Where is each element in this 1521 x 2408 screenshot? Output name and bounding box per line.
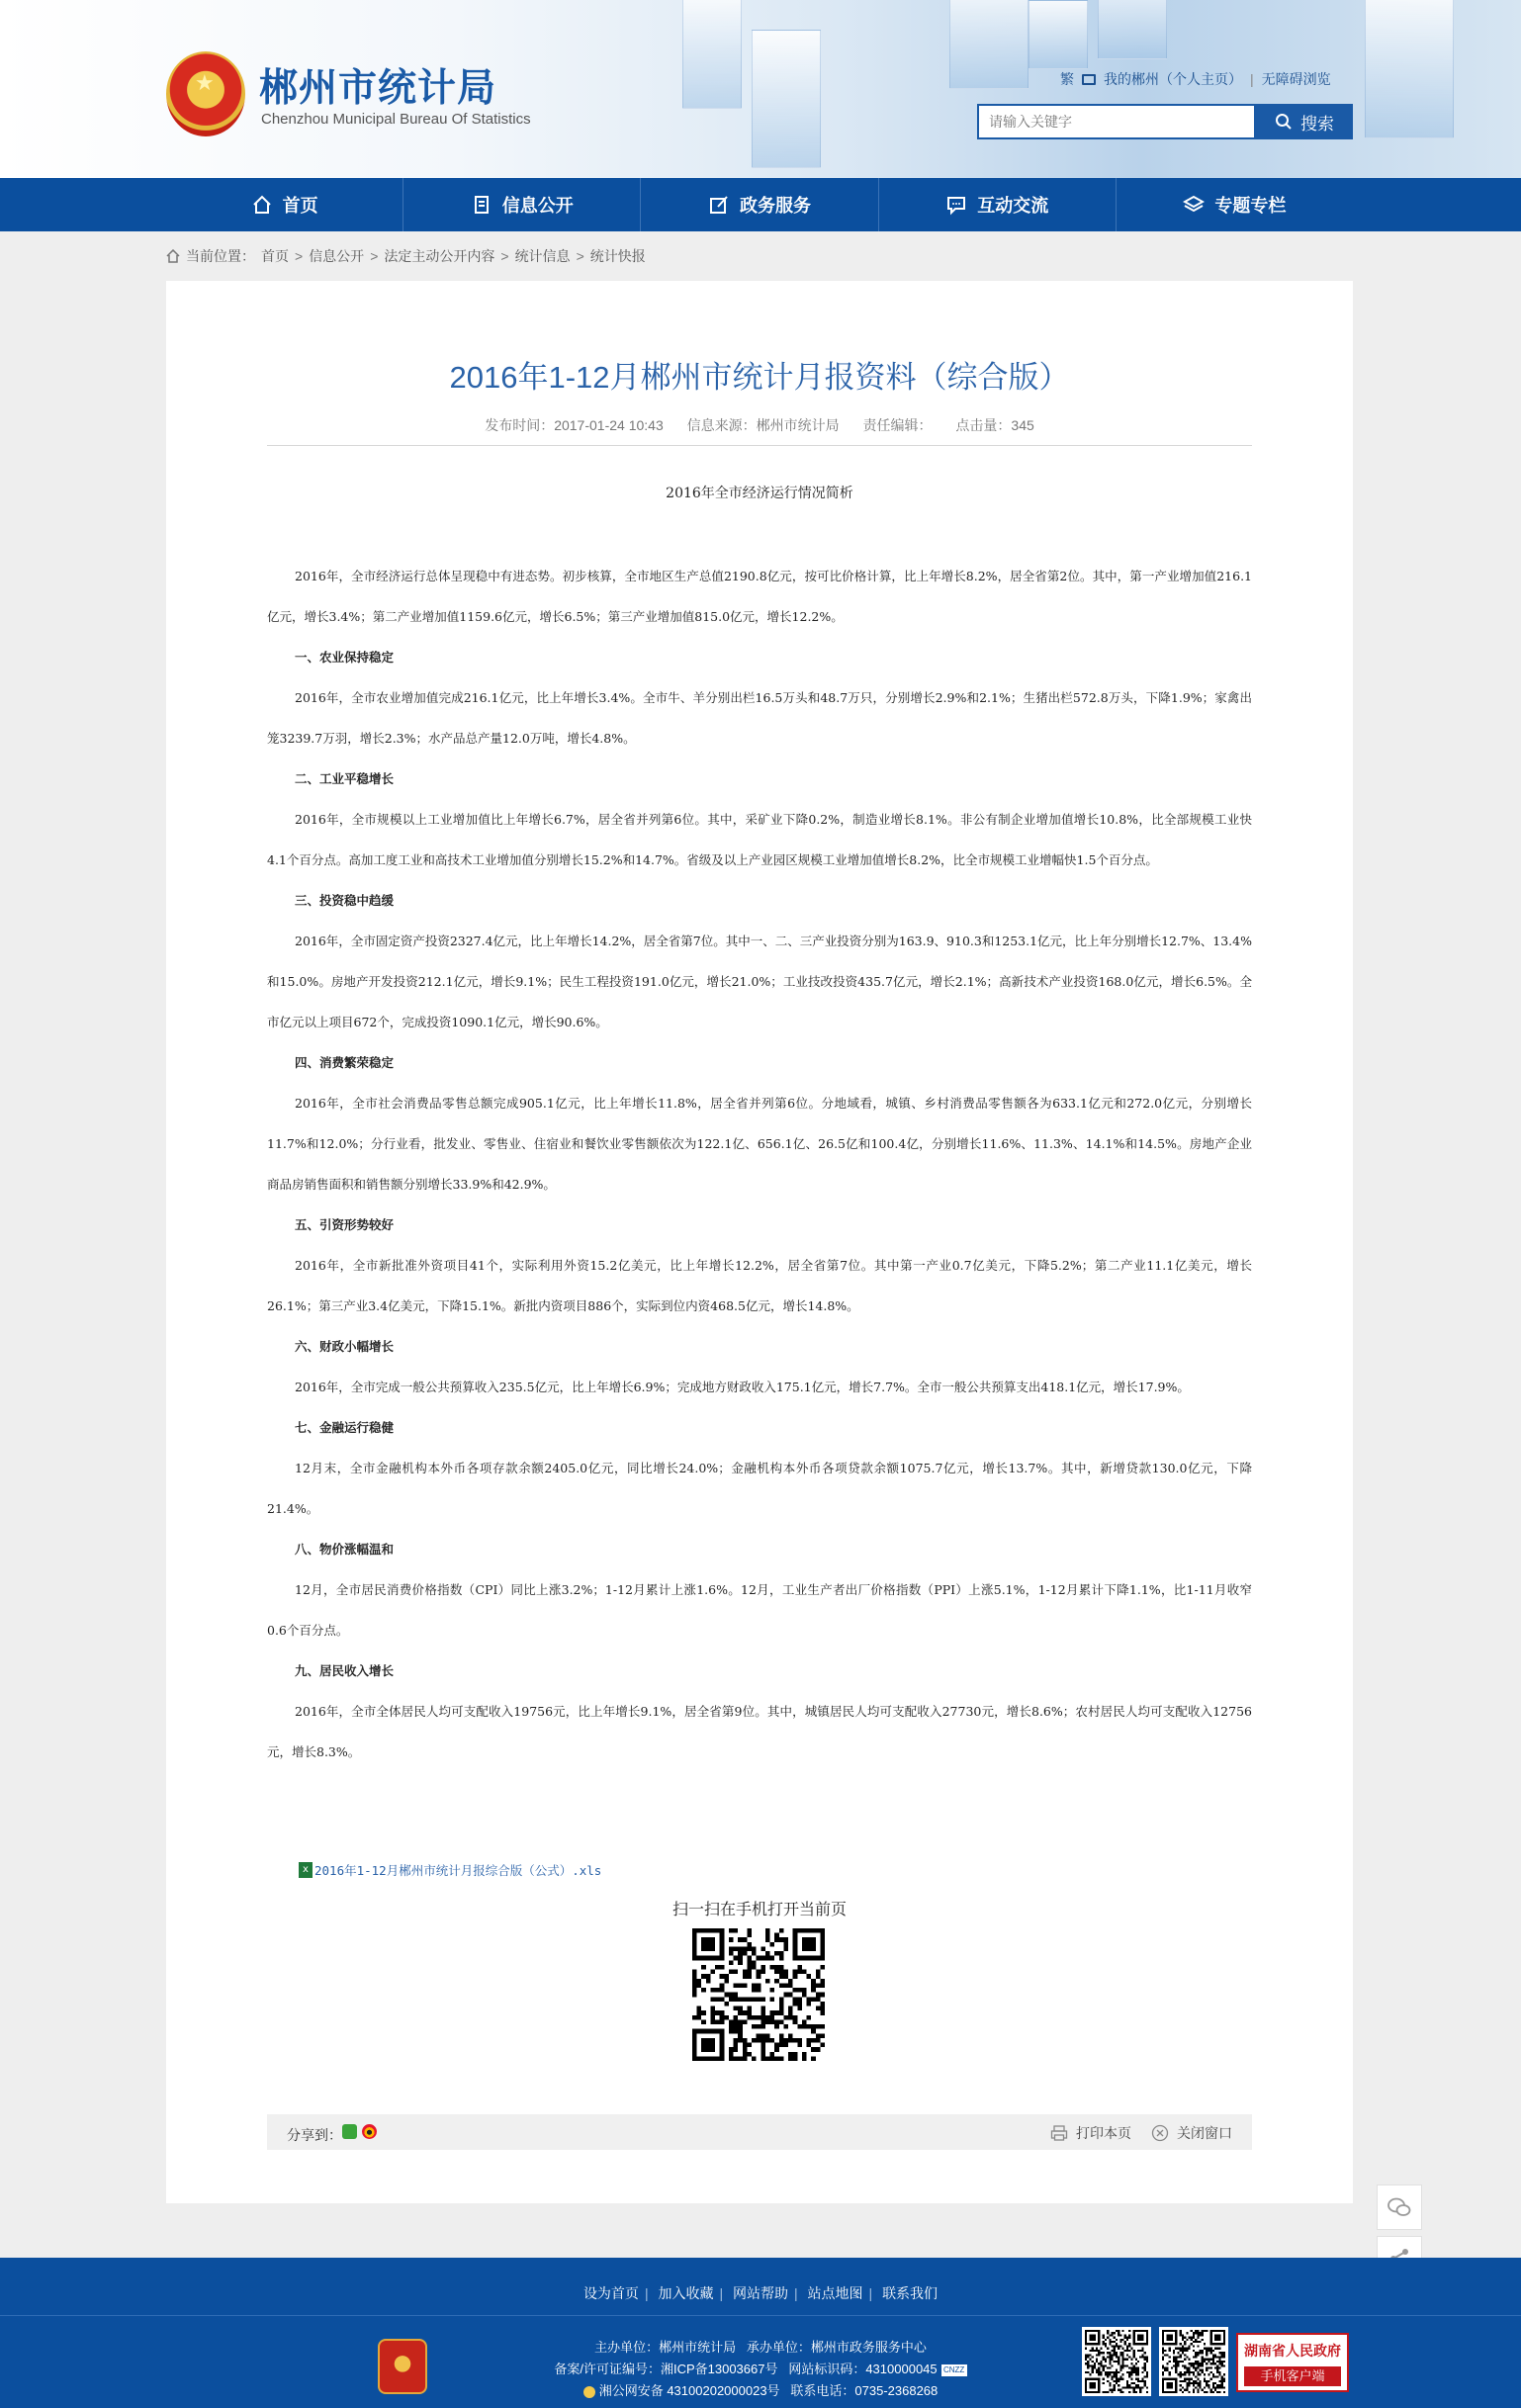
header-decoration: [949, 0, 1029, 89]
excel-file-icon: x: [299, 1862, 313, 1878]
document-icon: [471, 194, 492, 216]
undertaker-unit: 承办单位：郴州市政务服务中心: [746, 2340, 927, 2355]
floating-wechat-button[interactable]: [1377, 2185, 1422, 2230]
breadcrumb-info-disclosure[interactable]: 信息公开: [309, 248, 365, 264]
paragraph: 2016年，全市固定资产投资2327.4亿元，比上年增长14.2%，居全省第7位。其中一、二、三产业投资分别为163.9、910.3和1253.1亿元，比上年分别增长12.7%、13.4%和15.0%。房地产开发投资212.1亿元，增长9.1%；民生工程投资191.0亿元，增长21.0%；工业技改投资435.7亿元，增长2.1%；高新技术产业投资168.0亿元，增长6.5%。全市亿元以上项目672个，完成投资1090.1亿元，增长90.6%。: [267, 934, 1252, 1029]
breadcrumb: [166, 246, 646, 266]
qr-code-image: [692, 1928, 825, 2061]
nav-item-label: 互动交流: [977, 196, 1049, 216]
qr-code-image: [1162, 2330, 1225, 2393]
section-heading: 二、工业平稳增长: [295, 771, 395, 786]
responsible-editor: 责任编辑：: [862, 417, 933, 433]
chat-icon: [945, 194, 967, 216]
breadcrumb-statutory-disclosure[interactable]: 法定主动公开内容: [384, 248, 495, 264]
nav-item-label: 首页: [282, 196, 318, 216]
paragraph: 2016年，全市农业增加值完成216.1亿元，比上年增长3.4%。全市牛、羊分别出栏16.5万头和48.7万只，分别增长2.9%和2.1%；生猪出栏572.8万头，下降1.9%；家禽出笼3239.7万羽，增长2.3%；水产品总产量12.0万吨，增长4.8%。: [267, 690, 1252, 746]
nav-item-label: 信息公开: [501, 196, 574, 216]
section-heading: 六、财政小幅增长: [295, 1339, 395, 1354]
printer-icon: [1050, 2124, 1068, 2142]
top-links: [1060, 69, 1331, 89]
breadcrumb-arrow: >: [576, 248, 584, 264]
attachment-link[interactable]: [299, 1861, 601, 1879]
paragraph: 12月末，全市金融机构本外币各项存款余额2405.0亿元，同比增长24.0%；金融机构本外币各项贷款余额1075.7亿元，增长13.7%。其中，新增贷款130.0亿元，下降21.4%。: [267, 1461, 1252, 1516]
monitor-icon: [1082, 74, 1096, 85]
share-bar: [267, 2114, 1252, 2150]
hunan-gov-app-link[interactable]: [1236, 2333, 1349, 2392]
article-body: [267, 556, 1252, 1772]
breadcrumb-arrow: >: [295, 248, 304, 264]
divider: [267, 445, 1252, 446]
breadcrumb-arrow: >: [500, 248, 509, 264]
edit-icon: [708, 194, 730, 216]
paragraph: 2016年，全市新批准外资项目41个，实际利用外资15.2亿美元，比上年增长12.2%，居全省第7位。其中第一产业0.7亿美元，下降5.2%；第二产业11.1亿美元，增长26.1%；第三产业3.4亿美元，下降15.1%。新批内资项目886个，实际到位内资468.5亿元，增长14.8%。: [267, 1258, 1252, 1313]
search-button-label: 搜索: [1300, 114, 1334, 134]
my-page-link[interactable]: 我的郴州（个人主页）: [1104, 71, 1242, 87]
nav-item-label: 专题专栏: [1214, 196, 1287, 216]
footer-link-contact[interactable]: 联系我们: [882, 2285, 939, 2301]
police-badge-icon: [583, 2386, 595, 2398]
police-record[interactable]: 湘公网安备 43100202000023号: [598, 2383, 780, 2398]
section-heading: 九、居民收入增长: [295, 1663, 395, 1678]
article-meta: [166, 415, 1353, 435]
nav-item-special-topics[interactable]: [1117, 178, 1353, 231]
search-button[interactable]: [1256, 104, 1353, 139]
traditional-chinese-link[interactable]: 繁: [1060, 71, 1074, 87]
close-window-button[interactable]: [1151, 2123, 1232, 2143]
info-source: 信息来源：郴州市统计局: [686, 417, 840, 433]
article-title: 2016年1-12月郴州市统计月报资料（综合版）: [449, 360, 1070, 395]
home-icon: [251, 194, 273, 216]
paragraph: 12月，全市居民消费价格指数（CPI）同比上涨3.2%；1-12月累计上涨1.6%。12月，工业生产者出厂价格指数（PPI）上涨5.1%，1-12月累计下降1.1%，比1-11月收窄0.6个百分点。: [267, 1582, 1252, 1638]
icp-label: 备案/许可证编号：: [554, 2362, 661, 2376]
view-count: 点击量：345: [955, 417, 1034, 433]
header-decoration: [682, 0, 742, 109]
article-container: [166, 281, 1353, 2203]
section-heading: 五、引资形势较好: [295, 1217, 395, 1232]
site-title: 郴州市统计局: [259, 67, 497, 110]
paragraph: 2016年，全市经济运行总体呈现稳中有进态势。初步核算，全市地区生产总值2190.8亿元，按可比价格计算，比上年增长8.2%，居全省第2位。其中，第一产业增加值216.1亿元，增长3.4%；第二产业增加值1159.6亿元，增长6.5%；第三产业增加值815.0亿元，增长12.2%。: [267, 569, 1252, 624]
layers-icon: [1183, 194, 1205, 216]
close-icon: [1151, 2124, 1169, 2142]
print-button[interactable]: [1050, 2123, 1131, 2143]
paragraph: 2016年，全市规模以上工业增加值比上年增长6.7%，居全省并列第6位。其中，采矿业下降0.2%，制造业增长8.1%。非公有制企业增加值增长10.8%，比全部规模工业快4.1个百分点。高加工度工业和高技术工业增加值分别增长15.2%和14.7%。省级及以上产业园区规模工业增加值增长8.2%，比全市规模工业增幅快1.5个百分点。: [267, 812, 1252, 867]
header-decoration: [1098, 0, 1167, 59]
paragraph: 2016年，全市全体居民人均可支配收入19756元，比上年增长9.1%，居全省第9位。其中，城镇居民人均可支配收入27730元，增长8.6%；农村居民人均可支配收入12756元，增长8.3%。: [267, 1704, 1252, 1759]
nav-item-info-disclosure[interactable]: [403, 178, 641, 231]
gov-app-title: 湖南省人民政府: [1244, 2343, 1341, 2359]
accessibility-link[interactable]: 无障碍浏览: [1261, 71, 1331, 87]
separator: |: [1250, 71, 1254, 87]
article-heading: 2016年全市经济运行情况简析: [666, 486, 853, 501]
site-code: 网站标识码：4310000045: [788, 2362, 938, 2376]
paragraph: 2016年，全市完成一般公共预算收入235.5亿元，比上年增长6.9%；完成地方财政收入175.1亿元，增长7.7%。全市一般公共预算支出418.1亿元，增长17.9%。: [295, 1380, 1190, 1394]
section-heading: 四、消费繁荣稳定: [295, 1055, 395, 1070]
nav-item-interaction[interactable]: [879, 178, 1117, 231]
header-decoration: [1365, 0, 1454, 138]
breadcrumb-home[interactable]: 首页: [261, 248, 289, 264]
print-label: 打印本页: [1076, 2125, 1131, 2141]
breadcrumb-statistical-bulletin[interactable]: 统计快报: [589, 248, 646, 264]
publish-time: 发布时间：2017-01-24 10:43: [485, 417, 664, 433]
qr-caption: 扫一扫在手机打开当前页: [671, 1902, 847, 1918]
footer-link-help[interactable]: 网站帮助: [733, 2285, 788, 2301]
main-nav: [0, 178, 1521, 231]
cnzz-stats-badge[interactable]: CNZZ: [941, 2364, 967, 2376]
contact-phone: 联系电话：0735-2368268: [790, 2383, 939, 2398]
header-decoration: [752, 30, 821, 168]
section-heading: 七、金融运行稳健: [295, 1420, 395, 1435]
icp-number[interactable]: 湘ICP备13003667号: [660, 2362, 778, 2376]
site-footer: [0, 2258, 1521, 2408]
wechat-share-icon[interactable]: [342, 2124, 357, 2139]
search-icon: [1275, 113, 1293, 131]
footer-link-set-homepage[interactable]: 设为首页: [582, 2285, 639, 2301]
nav-item-label: 政务服务: [740, 196, 811, 216]
site-header: [0, 0, 1521, 178]
header-decoration: [1029, 0, 1088, 69]
footer-qr-code: [1159, 2327, 1228, 2396]
breadcrumb-arrow: >: [370, 248, 379, 264]
section-heading: 八、物价涨幅温和: [295, 1542, 395, 1557]
footer-link-add-favorite[interactable]: 加入收藏: [658, 2285, 714, 2301]
attachment-filename: 2016年1-12月郴州市统计月报综合版（公式）.xls: [314, 1863, 602, 1878]
home-icon: [166, 249, 180, 263]
close-label: 关闭窗口: [1177, 2125, 1232, 2141]
paragraph: 2016年，全市社会消费品零售总额完成905.1亿元，比上年增长11.8%，居全省并列第6位。分地域看，城镇、乡村消费品零售额各为633.1亿元和272.0亿元，分别增长11.7%和12.0%；分行业看，批发业、零售业、住宿业和餐饮业零售额依次为122.1亿、656.1亿、26.5亿和100.4亿，分别增长11.6%、11.3%、14.1%和14.5%。房地产企业商品房销售面积和销售额分别增长33.9%和42.9%。: [267, 1096, 1252, 1192]
nav-item-home[interactable]: [166, 178, 403, 231]
footer-qr-code: [1082, 2327, 1151, 2396]
breadcrumb-prefix: 当前位置：: [186, 248, 255, 264]
gov-app-subtitle: 手机客户端: [1244, 2366, 1341, 2386]
qr-code-image: [1085, 2330, 1148, 2393]
site-subtitle: Chenzhou Municipal Bureau Of Statistics: [261, 111, 531, 128]
section-heading: 一、农业保持稳定: [295, 650, 395, 665]
national-emblem-logo: ★: [166, 51, 245, 136]
footer-links: 设为首页 | 加入收藏 | 网站帮助 | 站点地图 | 联系我们: [582, 2285, 939, 2301]
divider: [0, 2315, 1521, 2316]
nav-item-gov-services[interactable]: [641, 178, 878, 231]
footer-link-sitemap[interactable]: 站点地图: [807, 2285, 863, 2301]
host-unit: 主办单位：郴州市统计局: [594, 2340, 737, 2355]
wechat-icon: [1386, 2193, 1413, 2221]
weibo-share-icon[interactable]: [362, 2124, 377, 2139]
breadcrumb-statistical-info[interactable]: 统计信息: [514, 248, 571, 264]
section-heading: 三、投资稳中趋缓: [295, 893, 395, 908]
share-label: 分享到：: [287, 2127, 342, 2143]
search-input[interactable]: [977, 104, 1256, 139]
